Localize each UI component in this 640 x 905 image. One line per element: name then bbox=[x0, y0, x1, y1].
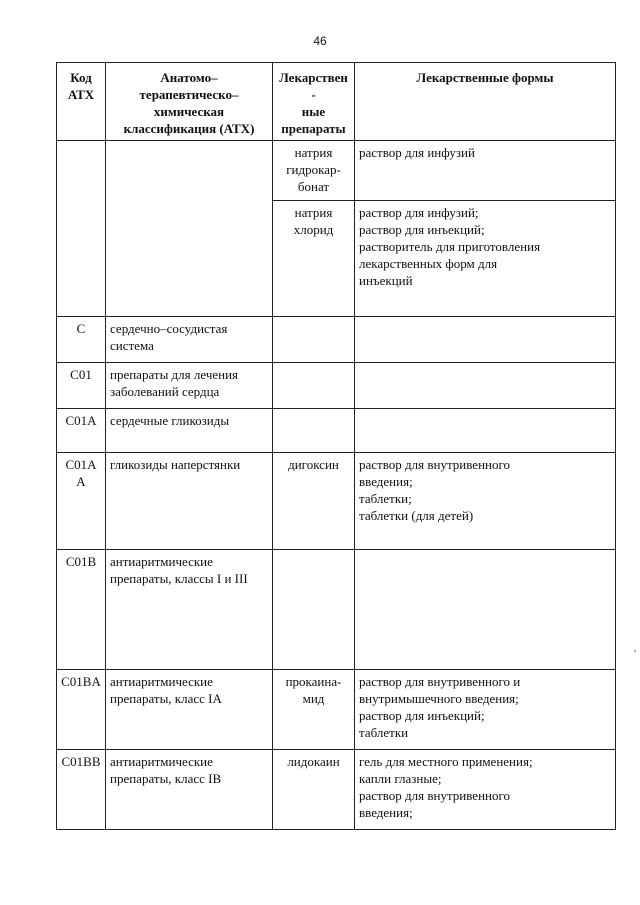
forms-line: внутримышечного введения; bbox=[359, 691, 519, 706]
header-forms bbox=[355, 63, 616, 141]
header-atx bbox=[106, 63, 273, 141]
table-row bbox=[57, 317, 616, 363]
drug-line: прокаина- bbox=[285, 674, 342, 689]
cell-atx bbox=[106, 363, 273, 409]
cell-atx bbox=[106, 409, 273, 453]
table-row bbox=[57, 750, 616, 830]
atx-drug-table bbox=[56, 62, 616, 830]
header-code-line: АТХ bbox=[67, 87, 95, 102]
cell-atx bbox=[106, 750, 273, 830]
table-row bbox=[57, 409, 616, 453]
scan-speck bbox=[634, 650, 636, 652]
header-drug-line: ные bbox=[301, 104, 326, 119]
forms-line: раствор для инфузий bbox=[359, 145, 475, 160]
drug-line: дигоксин bbox=[288, 457, 339, 472]
cell-forms bbox=[355, 453, 616, 550]
table-header-row bbox=[57, 63, 616, 141]
cell-forms bbox=[355, 750, 616, 830]
table-row bbox=[57, 453, 616, 550]
atx-line: препараты, класс IA bbox=[110, 691, 222, 706]
cell-forms bbox=[355, 363, 616, 409]
forms-line: таблетки (для детей) bbox=[359, 508, 474, 523]
forms-line: таблетки bbox=[359, 725, 409, 740]
cell-forms bbox=[355, 317, 616, 363]
table-row bbox=[57, 141, 616, 201]
cell-drug bbox=[273, 550, 355, 670]
atx-line: препараты для лечения bbox=[110, 367, 239, 382]
atx-line: система bbox=[110, 338, 154, 353]
atx-line: антиаритмические bbox=[110, 674, 213, 689]
forms-line: лекарственных форм для bbox=[359, 256, 498, 271]
header-drug-line: препараты bbox=[281, 121, 346, 136]
cell-forms bbox=[355, 550, 616, 670]
atx-line: препараты, классы I и III bbox=[110, 571, 248, 586]
cell-code: C01BB bbox=[57, 750, 106, 830]
atx-line: гликозиды наперстянки bbox=[110, 457, 241, 472]
cell-drug bbox=[273, 141, 355, 201]
cell-code bbox=[57, 141, 106, 317]
cell-drug bbox=[273, 670, 355, 750]
table-row bbox=[57, 670, 616, 750]
page-number: 46 bbox=[313, 34, 327, 48]
forms-line: раствор для внутривенного и bbox=[359, 674, 521, 689]
cell-forms bbox=[355, 141, 616, 201]
forms-line: капли глазные; bbox=[359, 771, 442, 786]
forms-line: введения; bbox=[359, 474, 413, 489]
cell-drug bbox=[273, 750, 355, 830]
cell-atx bbox=[106, 550, 273, 670]
drug-line: натрия bbox=[294, 205, 333, 220]
cell-code: C01B bbox=[57, 550, 106, 670]
cell-code: C01A bbox=[57, 409, 106, 453]
cell-drug bbox=[273, 201, 355, 317]
cell-drug bbox=[273, 453, 355, 550]
header-atx-line: терапевтическо– bbox=[139, 87, 239, 102]
drug-line: мид bbox=[302, 691, 325, 706]
cell-code: C01BA bbox=[57, 670, 106, 750]
atx-line: антиаритмические bbox=[110, 754, 213, 769]
drug-line: хлорид bbox=[293, 222, 334, 237]
atx-line: антиаритмические bbox=[110, 554, 213, 569]
cell-atx bbox=[106, 670, 273, 750]
header-atx-line: химическая bbox=[153, 104, 225, 119]
table-row bbox=[57, 550, 616, 670]
cell-code: C01AA bbox=[57, 453, 106, 550]
header-code bbox=[57, 63, 106, 141]
atx-line: сердечные гликозиды bbox=[110, 413, 230, 428]
header-atx-line: классификация (АТХ) bbox=[123, 121, 255, 136]
drug-line: натрия bbox=[294, 145, 333, 160]
drug-line: гидрокар- bbox=[286, 162, 341, 177]
cell-forms bbox=[355, 201, 616, 317]
header-forms-line: Лекарственные формы bbox=[416, 70, 554, 85]
cell-code: C bbox=[57, 317, 106, 363]
drug-line: лидокаин bbox=[287, 754, 340, 769]
cell-drug bbox=[273, 409, 355, 453]
forms-line: раствор для внутривенного bbox=[359, 788, 510, 803]
cell-code: C01 bbox=[57, 363, 106, 409]
atx-line: заболеваний сердца bbox=[110, 384, 220, 399]
forms-line: раствор для инъекций; bbox=[359, 708, 485, 723]
header-drug-line: Лекарствен- bbox=[279, 70, 348, 102]
header-atx-line: Анатомо– bbox=[160, 70, 218, 85]
forms-line: растворитель для приготовления bbox=[359, 239, 541, 254]
cell-atx bbox=[106, 141, 273, 317]
drug-line: бонат bbox=[297, 179, 330, 194]
cell-drug bbox=[273, 363, 355, 409]
cell-forms bbox=[355, 670, 616, 750]
forms-line: раствор для инфузий; bbox=[359, 205, 479, 220]
header-drug bbox=[273, 63, 355, 141]
header-code-line: Код bbox=[70, 70, 92, 85]
atx-line: сердечно–сосудистая bbox=[110, 321, 228, 336]
atx-line: препараты, класс IB bbox=[110, 771, 222, 786]
forms-line: раствор для внутривенного bbox=[359, 457, 510, 472]
cell-drug bbox=[273, 317, 355, 363]
forms-line: раствор для инъекций; bbox=[359, 222, 485, 237]
cell-atx bbox=[106, 317, 273, 363]
forms-line: гель для местного применения; bbox=[359, 754, 533, 769]
forms-line: введения; bbox=[359, 805, 413, 820]
cell-atx bbox=[106, 453, 273, 550]
forms-line: таблетки; bbox=[359, 491, 412, 506]
table-row bbox=[57, 363, 616, 409]
forms-line: инъекций bbox=[359, 273, 413, 288]
cell-forms bbox=[355, 409, 616, 453]
